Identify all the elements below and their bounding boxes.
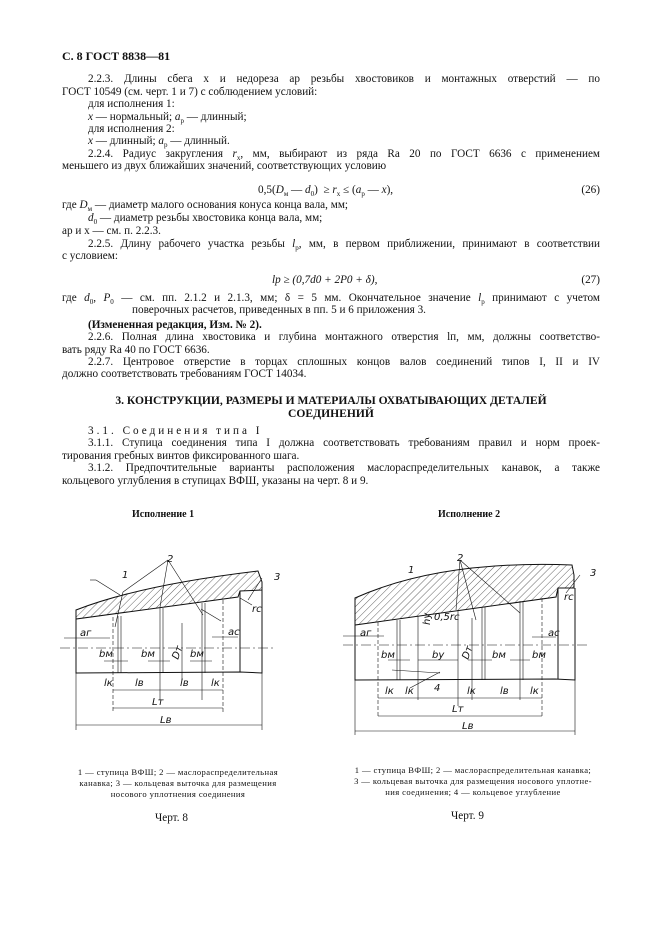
figure-number: Черт. 9 (451, 810, 484, 822)
figure-caption (342, 765, 604, 798)
label: 1 (122, 570, 129, 581)
label: lк (385, 686, 394, 697)
text-line: для исполнения 2: (88, 123, 175, 135)
label: 2 (457, 553, 464, 564)
subsection-heading: 3.1. Соединения типа I (88, 425, 263, 437)
label: lк (530, 686, 539, 697)
label: bм (492, 650, 506, 661)
label: 1 (408, 565, 415, 576)
formula-26: $0,5(D_м$ — $d_0) \ge r_х \le (a_р$ — x), (258, 184, 394, 199)
label: aг (80, 628, 92, 639)
caption-line: 1 — ступица ВФШ; 2 — маслораспределительная канавка; (354, 765, 592, 775)
text-line: меньшего из двух ближайших значений, соответствующих условию (62, 160, 387, 172)
figure-caption (62, 767, 294, 800)
text-line: $d_0$ — диаметр резьбы хвостовика конца вала, мм; (88, 212, 323, 227)
figure-number: Черт. 8 (155, 812, 188, 824)
label: hу (422, 612, 433, 625)
label: rс (252, 604, 262, 615)
formula-27: lр ≥ (0,7d0 + 2P0 + δ), (272, 274, 378, 286)
text-line: где $D_м$ — диаметр малого основания конуса конца вала, мм; (62, 199, 349, 214)
text-line: поверочных расчетов, приведенных в пп. 5 и 6 приложения 3. (132, 304, 426, 316)
equation-number: (27) (581, 274, 600, 286)
caption-line: ния соединения; 4 — кольцевое углубление (385, 787, 561, 797)
label: bм (532, 650, 546, 661)
figure-title: Исполнение 1 (132, 509, 195, 520)
para-2-2-3: 2.2.3. Длины сбега x и недореза aр резьбы хвостовиков и монтажных отверстий — по (88, 73, 600, 85)
caption-line: 3 — кольцевая выточка для размещения носового уплотне- (354, 776, 592, 786)
label: lк (405, 686, 414, 697)
label: Lт (152, 697, 164, 708)
label: rс (564, 592, 574, 603)
label: lк (104, 678, 113, 689)
para-2-2-4: 2.2.4. Радиус закругления $r_х$, мм, выбирают из ряда Ra 20 по ГОСТ 6636 с применением (88, 148, 601, 163)
label: lк (467, 686, 476, 697)
caption-line: 1 — ступица ВФШ; 2 — маслораспределительная (77, 767, 279, 777)
label: aс (228, 627, 240, 638)
caption-line: носового уплотнения соединения (110, 789, 246, 799)
text-line: кольцевого углубления в ступицах ВФШ, указаны на черт. 8 и 9. (62, 475, 369, 487)
label: lв (500, 686, 509, 697)
text-line: где $d_0$, $P_0$ — см. пп. 2.1.2 и 2.1.3, мм; δ = 5 мм. Окончательное значение $l_р$ принимают с учетом (62, 292, 600, 307)
label: Dт (460, 644, 476, 662)
label: bм (190, 649, 204, 660)
para-2-2-7: 2.2.7. Центровое отверстие в торцах сплошных концов валов соединений типов I, II и IV (88, 356, 600, 368)
amendment-note: (Измененная редакция, Изм. № 2). (88, 319, 262, 331)
section-heading: СОЕДИНЕНИЙ (288, 407, 374, 420)
label: bм (381, 650, 395, 661)
label: bм (141, 649, 155, 660)
label: bу (432, 650, 445, 661)
label: Dт (170, 644, 186, 662)
label: 4 (434, 683, 441, 694)
text-line: вать ряду Ra 40 по ГОСТ 6636. (62, 344, 210, 356)
label: aс (548, 628, 560, 639)
label: bм (99, 649, 113, 660)
text-line: тирования гребных винтов фиксированного шага. (62, 450, 300, 462)
para-2-2-5: 2.2.5. Длину рабочего участка резьбы $l_р$, мм, в первом приближении, принимают в соответствии (88, 238, 600, 253)
text-line: должно соответствовать требованиям ГОСТ 14034. (62, 368, 307, 380)
label: 3 (274, 572, 281, 583)
para-3-1-1: 3.1.1. Ступица соединения типа I должна соответствовать требованиям правил и норм проек- (88, 437, 600, 449)
caption-line: канавка; 3 — кольцевая выточка для размещения (79, 778, 277, 788)
text-line: для исполнения 1: (88, 98, 175, 110)
text-line: aр и x — см. п. 2.2.3. (62, 225, 161, 237)
section-heading: 3. КОНСТРУКЦИИ, РАЗМЕРЫ И МАТЕРИАЛЫ ОХВАТЫВАЮЩИХ ДЕТАЛЕЙ (115, 394, 547, 407)
label: lв (135, 678, 144, 689)
label: Lв (160, 715, 172, 726)
text-line: ГОСТ 10549 (см. черт. 1 и 7) с соблюдением условий: (62, 86, 318, 98)
label: lв (180, 678, 189, 689)
text-line: x — нормальный; $a_р$ — длинный; (88, 111, 247, 126)
para-3-1-2: 3.1.2. Предпочтительные варианты расположения маслораспределительных канавок, а также (88, 462, 600, 474)
label: 2 (167, 554, 174, 565)
figure-title: Исполнение 2 (438, 509, 501, 520)
page-header: С. 8 ГОСТ 8838—81 (62, 49, 171, 63)
label: 0,5rс (434, 612, 460, 623)
para-2-2-6: 2.2.6. Полная длина хвостовика и глубина монтажного отверстия lп, мм, должны соответство- (88, 331, 600, 343)
label: Lт (452, 704, 464, 715)
text-line: с условием: (62, 250, 118, 262)
label: aг (360, 628, 372, 639)
equation-number: (26) (581, 184, 600, 196)
text-line: x — длинный; $a_р$ — длинный. (88, 135, 230, 150)
label: lк (211, 678, 220, 689)
label: 3 (590, 568, 597, 579)
label: Lв (462, 721, 474, 732)
